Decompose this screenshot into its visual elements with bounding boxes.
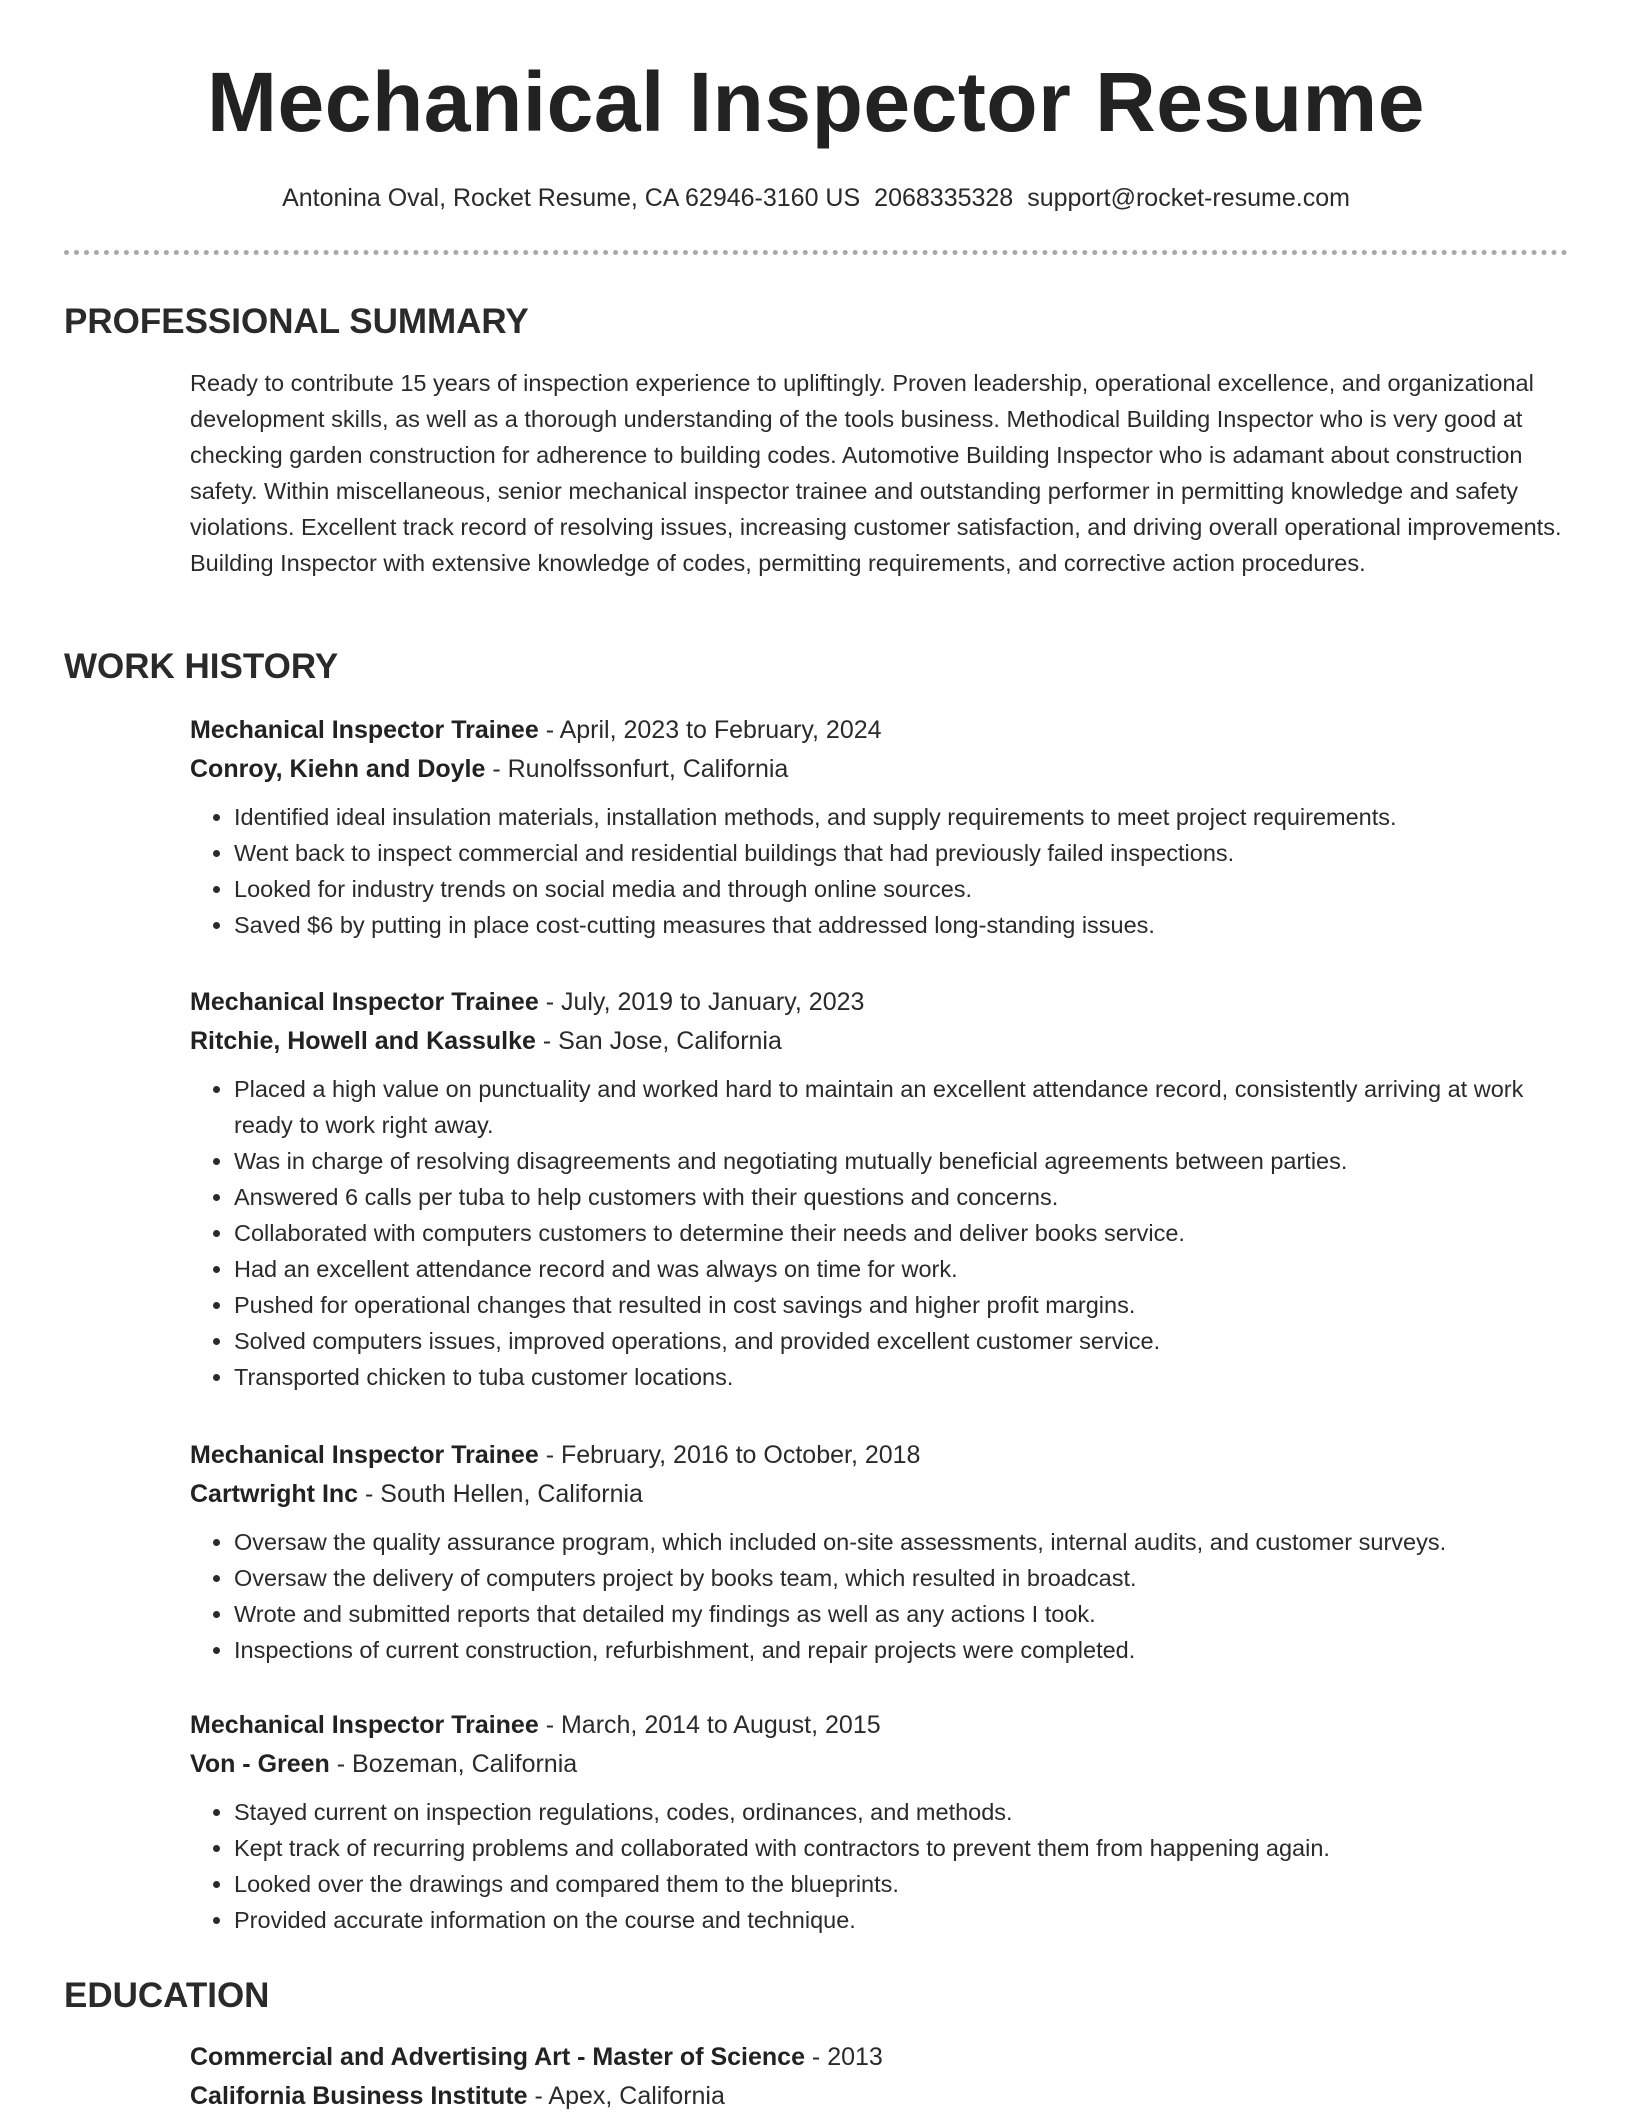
job-bullet: • Answered 6 calls per tuba to help customers with their questions and concerns.	[234, 1179, 1568, 1215]
job-bullet: • Saved $6 by putting in place cost-cutting measures that addressed long-standing issues.	[234, 907, 1568, 943]
contact-address: Antonina Oval, Rocket Resume, CA 62946-3160 US	[282, 184, 861, 212]
job-company: Cartwright Inc	[190, 1480, 359, 1508]
job-bullet: • Had an excellent attendance record and was always on time for work.	[234, 1251, 1568, 1287]
education-location: - Apex, California	[527, 2082, 725, 2110]
contact-line	[0, 180, 1632, 216]
job-company: Ritchie, Howell and Kassulke	[190, 1027, 536, 1055]
contact-phone: 2068335328	[874, 184, 1014, 212]
job-entry	[190, 1436, 1568, 1668]
job-company-line	[190, 750, 1568, 789]
job-location: - Bozeman, California	[329, 1750, 578, 1778]
job-bullet: • Looked over the drawings and compared them to the blueprints.	[234, 1866, 1568, 1902]
job-company: Von - Green	[190, 1750, 330, 1778]
job-bullets	[190, 1524, 1568, 1668]
job-dates: - April, 2023 to February, 2024	[538, 716, 882, 744]
work-history-heading: WORK HISTORY	[64, 647, 339, 686]
job-bullet: • Inspections of current construction, refurbishment, and repair projects were completed.	[234, 1632, 1568, 1668]
job-title: Mechanical Inspector Trainee	[190, 1441, 539, 1469]
job-company-line	[190, 1745, 1568, 1784]
job-title-line	[190, 711, 1568, 750]
job-bullet: • Pushed for operational changes that resulted in cost savings and higher profit margins.	[234, 1287, 1568, 1323]
job-company-line	[190, 1475, 1568, 1514]
summary-heading: PROFESSIONAL SUMMARY	[64, 302, 529, 341]
job-company-line	[190, 1022, 1568, 1061]
job-bullet: • Collaborated with computers customers to determine their needs and deliver books service.	[234, 1215, 1568, 1251]
job-bullet: • Looked for industry trends on social media and through online sources.	[234, 871, 1568, 907]
job-bullet: • Was in charge of resolving disagreements and negotiating mutually beneficial agreements between parties.	[234, 1143, 1568, 1179]
job-location: - Runolfssonfurt, California	[485, 755, 789, 783]
job-bullet: • Placed a high value on punctuality and worked hard to maintain an excellent attendance record, consistently arriving at work ready to work right away.	[234, 1071, 1568, 1143]
contact-email: support@rocket-resume.com	[1027, 184, 1350, 212]
job-bullet: • Identified ideal insulation materials, installation methods, and supply requirements to meet project requirements.	[234, 799, 1568, 835]
job-bullet: • Kept track of recurring problems and collaborated with contractors to prevent them from happening again.	[234, 1830, 1568, 1866]
education-school: California Business Institute	[190, 2082, 528, 2110]
education-degree-line	[190, 2038, 1568, 2077]
job-location: - South Hellen, California	[358, 1480, 643, 1508]
job-bullet: • Stayed current on inspection regulations, codes, ordinances, and methods.	[234, 1794, 1568, 1830]
job-title-line	[190, 983, 1568, 1022]
job-bullet: • Provided accurate information on the course and technique.	[234, 1902, 1568, 1938]
education-heading: EDUCATION	[64, 1976, 270, 2015]
job-title: Mechanical Inspector Trainee	[190, 1711, 539, 1739]
summary-text: Ready to contribute 15 years of inspection experience to upliftingly. Proven leadership, operational excellence, and organizational development skills, as well as a thorough understanding of the tools business. Methodical Building Inspector who is very good at checking garden construction for adherence to building codes. Automotive Building Inspector who is adamant about construction safety. Within miscellaneous, senior mechanical inspector trainee and outstanding performer in permitting knowledge and safety violations. Excellent track record of resolving issues, increasing customer satisfaction, and driving overall operational improvements. Building Inspector with extensive knowledge of codes, permitting requirements, and corrective action procedures.	[190, 370, 1562, 576]
job-title-line	[190, 1436, 1568, 1475]
job-company: Conroy, Kiehn and Doyle	[190, 755, 486, 783]
job-title-line	[190, 1706, 1568, 1745]
job-bullets	[190, 1794, 1568, 1938]
education-entry	[190, 2038, 1568, 2116]
job-bullets	[190, 1071, 1568, 1395]
education-year: - 2013	[804, 2043, 883, 2071]
job-bullet: • Went back to inspect commercial and residential buildings that had previously failed inspections.	[234, 835, 1568, 871]
job-dates: - February, 2016 to October, 2018	[538, 1441, 921, 1469]
job-title: Mechanical Inspector Trainee	[190, 716, 539, 744]
job-bullet: • Transported chicken to tuba customer locations.	[234, 1359, 1568, 1395]
page-title: Mechanical Inspector Resume	[207, 55, 1425, 149]
education-degree: Commercial and Advertising Art - Master of Science	[190, 2043, 805, 2071]
job-bullets	[190, 799, 1568, 943]
job-bullet: • Wrote and submitted reports that detailed my findings as well as any actions I took.	[234, 1596, 1568, 1632]
job-dates: - March, 2014 to August, 2015	[538, 1711, 881, 1739]
job-entry	[190, 983, 1568, 1395]
job-dates: - July, 2019 to January, 2023	[538, 988, 865, 1016]
job-bullet: • Solved computers issues, improved operations, and provided excellent customer service.	[234, 1323, 1568, 1359]
job-title: Mechanical Inspector Trainee	[190, 988, 539, 1016]
job-entry	[190, 1706, 1568, 1938]
education-school-line	[190, 2077, 1568, 2116]
job-bullet: • Oversaw the delivery of computers project by books team, which resulted in broadcast.	[234, 1560, 1568, 1596]
header-divider	[64, 250, 1568, 255]
job-entry	[190, 711, 1568, 943]
job-bullet: • Oversaw the quality assurance program, which included on-site assessments, internal audits, and customer surveys.	[234, 1524, 1568, 1560]
job-location: - San Jose, California	[535, 1027, 782, 1055]
